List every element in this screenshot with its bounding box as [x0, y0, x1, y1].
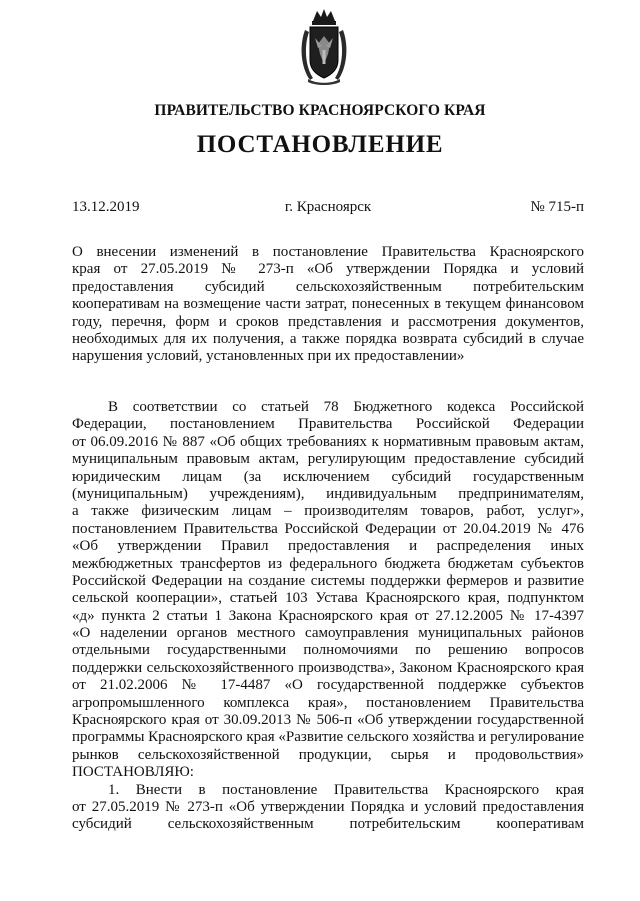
- body-line: Российской Федерации на создание системы поддержки фермеров и развитие: [72, 572, 584, 589]
- body-line: В соответствии со статьей 78 Бюджетного кодекса Российской: [108, 399, 584, 415]
- body-line: поддержки сельскохозяйственного производства», Законом Красноярского края: [72, 659, 584, 676]
- subject-line: О внесении изменений в постановление Правительства Красноярского: [72, 244, 584, 260]
- body-line: субсидий сельскохозяйственным потребительским кооперативам: [72, 816, 584, 833]
- government-name: ПРАВИТЕЛЬСТВО КРАСНОЯРСКОГО КРАЯ: [154, 102, 486, 119]
- body-line: 1. Внести в постановление Правительства Красноярского края: [108, 781, 584, 798]
- body-line: а также физическим лицам – производителям товаров, работ, услуг»,: [72, 503, 584, 520]
- body-line: межбюджетных трансфертов из федерального бюджета бюджетам субъектов: [72, 555, 584, 572]
- coat-of-arms-emblem: [296, 6, 352, 86]
- document-number: № 715-п: [530, 199, 584, 215]
- document-type-title: ПОСТАНОВЛЕНИЕ: [196, 131, 444, 158]
- body-line: Красноярского края от 30.09.2013 № 506-п «Об утверждении государственной: [72, 712, 584, 729]
- body-line: от 27.05.2019 № 273-п «Об утверждении Порядка и условий предоставления: [72, 798, 584, 815]
- body-line: «д» пункта 2 статьи 1 Закона Красноярского края от 27.12.2005 № 17-4397: [72, 607, 584, 624]
- body-line: агропромышленного комплекса края», постановлением Правительства: [72, 694, 584, 711]
- body-line: постановлением Правительства Российской Федерации от 20.04.2019 № 476: [72, 520, 584, 537]
- subject-line: нарушения условий, установленных при их предоставлении»: [72, 348, 465, 365]
- subject-line: края от 27.05.2019 № 273-п «Об утверждении Порядка и условий: [72, 261, 584, 278]
- document-date: 13.12.2019: [72, 199, 140, 215]
- body-line: «О наделении органов местного самоуправления муниципальных районов: [72, 625, 584, 642]
- document-subject: [72, 244, 584, 366]
- body-line: муниципальным правовым актам, регулирующим предоставление субсидий: [72, 451, 584, 468]
- body-line: юридическим лицам (за исключением субсидий государственным: [72, 468, 584, 485]
- decree-keyword: ПОСТАНОВЛЯЮ:: [72, 764, 194, 781]
- body-line: рынков сельскохозяйственной продукции, сырья и продовольствия»: [72, 746, 584, 763]
- subject-line: предоставления субсидий сельскохозяйственным потребительским: [72, 278, 584, 295]
- body-line: (муниципальным) учреждениям), индивидуальным предпринимателям,: [72, 485, 584, 502]
- subject-line: кооперативам на возмещение части затрат, понесенных в текущем финансовом: [72, 296, 584, 313]
- body-line: от 06.09.2016 № 887 «Об общих требованиях к нормативным правовым актам,: [72, 433, 584, 450]
- body-line: сельской кооперации», статьей 103 Устава Красноярского края, подпунктом: [72, 590, 584, 607]
- body-line: отдельными государственными полномочиями по решению вопросов: [72, 642, 584, 659]
- document-body: [72, 399, 584, 834]
- subject-line: необходимых для их получения, а также порядка возврата субсидий в случае: [72, 330, 584, 347]
- body-line: Федерации, постановлением Правительства Российской Федерации: [72, 416, 584, 433]
- body-line: программы Красноярского края «Развитие сельского хозяйства и регулирование: [72, 729, 584, 746]
- body-line: от 21.02.2006 № 17-4487 «О государственной поддержке субъектов: [72, 677, 584, 694]
- document-city: г. Красноярск: [284, 199, 372, 215]
- body-line: «Об утверждении Правил предоставления и распределения иных: [72, 538, 584, 555]
- document-meta-row: [72, 199, 584, 219]
- subject-line: году, перечня, форм и сроков представления и рассмотрения документов,: [72, 313, 584, 330]
